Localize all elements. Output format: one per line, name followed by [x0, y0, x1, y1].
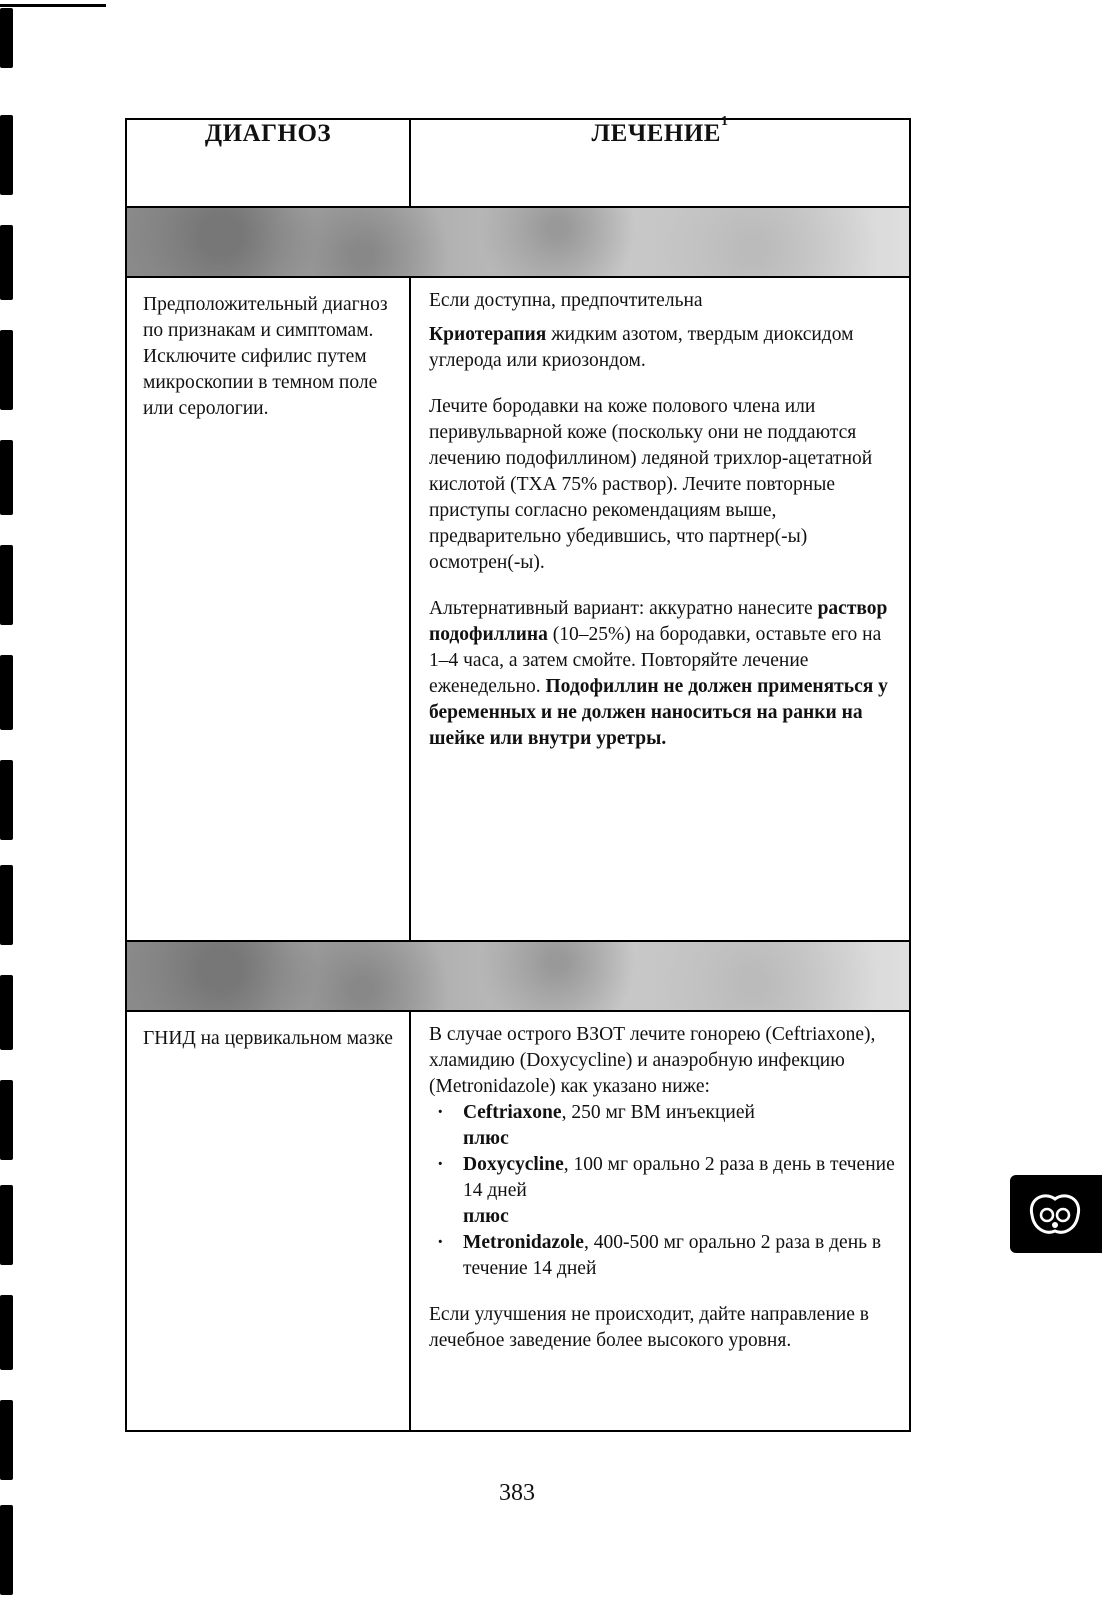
- binding-marks: [0, 0, 14, 1600]
- treatment-cell: [410, 1011, 910, 1431]
- section-band-2: [126, 941, 910, 1011]
- podophyllin-warning: Подофиллин не должен применяться у беременных и не должен наноситься на ранки на шейке или внутри уретры.: [429, 676, 888, 749]
- diagnosis-cell: ГНИД на цервикальном мазке: [126, 1011, 410, 1431]
- referral-note: Если улучшения не происходит, дайте направление в лечебное заведение более высокого уровня.: [429, 1304, 869, 1351]
- pid-intro: В случае острого ВЗОТ лечите гонорею (Ceftriaxone), хламидию (Doxycycline) и анаэробную инфекцию (Metronidazole) как указано ниже:: [429, 1024, 876, 1097]
- scan-corner-line: [0, 4, 106, 7]
- table-row: [126, 1011, 910, 1431]
- list-item: · Ceftriaxone, 250 мг ВМ инъекцией плюс: [463, 1100, 897, 1152]
- treatment-cell: [410, 277, 910, 941]
- header-diagnosis: ДИАГНОЗ: [126, 119, 410, 207]
- treatment-alternative: Альтернативный вариант: аккуратно нанесите раствор подофиллина (10–25%) на бородавки, оставьте его на 1–4 часа, а затем смойте. Повторяйте лечение еженедельно. Подофиллин не должен применяться у беременных и не должен наноситься на ранки на шейке или внутри уретры.: [429, 598, 888, 749]
- treatment-tca: Лечите бородавки на коже полового члена или перивульварной коже (поскольку они не поддаются лечению подофиллином) ледяной трихлор-ацетатной кислотой (ТХА 75% раствор). Лечите повторные приступы согласно рекомендациям выше, предварительно убедившись, что партнер(-ы) осмотрен(-ы).: [429, 396, 873, 573]
- diagnosis-cell: Предположительный диагноз по признакам и симптомам. Исключите сифилис путем микроскопии в темном поле или серологии.: [126, 277, 410, 941]
- list-item: · Doxycycline, 100 мг орально 2 раза в день в течение 14 дней плюс: [463, 1152, 897, 1230]
- footnote-mark: 1: [720, 114, 729, 129]
- list-item: · Metronidazole, 400-500 мг орально 2 раза в день в течение 14 дней: [463, 1230, 897, 1282]
- treatment-preferred: Если доступна, предпочтительна: [429, 290, 703, 311]
- diagnosis-treatment-table: [125, 114, 911, 1432]
- table-row: [126, 277, 910, 941]
- pelvis-icon: [1010, 1175, 1102, 1253]
- section-band-1: [126, 207, 910, 277]
- header-treatment: ЛЕЧЕНИЕ$^1$: [410, 119, 910, 207]
- table-header-row: [126, 119, 910, 207]
- medication-list: [429, 1100, 897, 1282]
- page-number: 383: [499, 1480, 535, 1506]
- treatment-cryotherapy: Криотерапия жидким азотом, твердым диоксидом углерода или криозондом.: [429, 324, 854, 371]
